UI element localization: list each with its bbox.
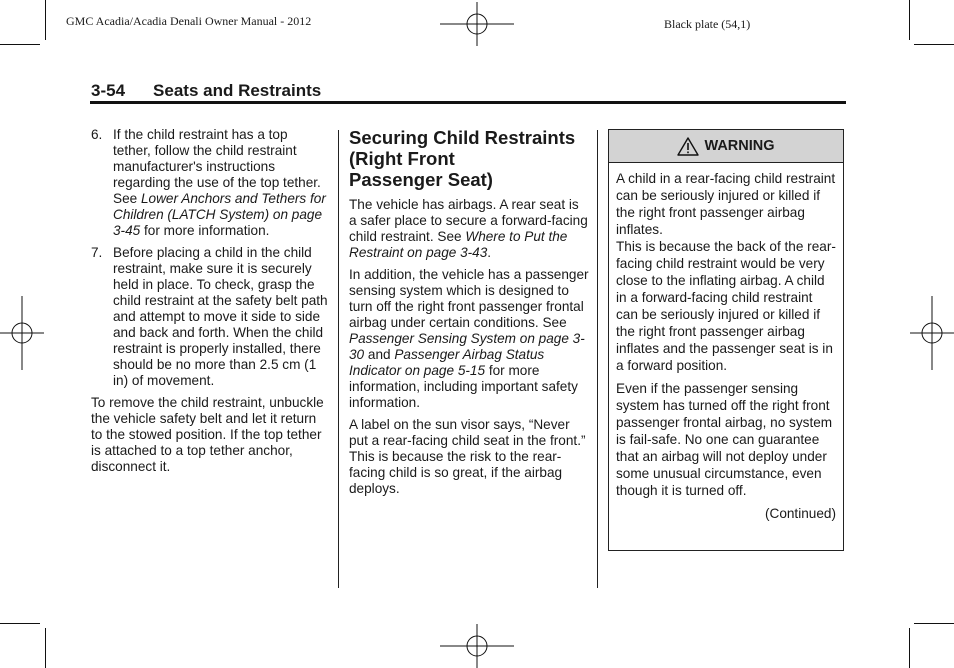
paragraph-text: and <box>364 347 395 362</box>
cross-reference: Where to Put the Restraint on page 3-43 <box>349 229 568 260</box>
crop-mark <box>0 623 40 624</box>
paragraph-text: for more information, including important safety information. <box>349 363 578 410</box>
paragraph: A label on the sun visor says, “Never put a rear-facing child seat in the front.” This is because the risk to the rear-facing child is so great, if the airbag deploys. <box>349 417 586 496</box>
crop-mark <box>914 44 954 45</box>
page-number: 3-54 <box>91 81 126 100</box>
registration-mark-icon <box>440 624 514 668</box>
step-text: If the child restraint has a top tether, follow the child restraint manufacturer's instructions regarding the use of the top tether. See <box>113 127 321 206</box>
warning-body <box>609 163 843 522</box>
column-divider <box>597 130 598 588</box>
crop-mark <box>909 0 910 40</box>
warning-label: WARNING <box>704 138 775 154</box>
registration-mark-icon <box>910 296 954 370</box>
paragraph: To remove the child restraint, unbuckle the vehicle safety belt and let it return to the stowed position. If the top tether is attached to a top tether anchor, disconnect it. <box>91 395 324 474</box>
paragraph-text: This is because the back of the rear-facing child restraint would be very close to the inflating airbag. A child in a forward-facing child restraint can be seriously injured or killed if the right front passenger airbag inflates and the passenger seat is in a forward position. <box>616 239 836 373</box>
warning-triangle-icon <box>677 137 699 156</box>
chapter-heading <box>91 81 321 101</box>
list-item <box>91 127 329 239</box>
paragraph: Even if the passenger sensing system has turned off the right front passenger frontal airbag, no system is fail-safe. No one can guarantee that an airbag will not deploy under some unusual circumstance, even though it is turned off. <box>616 381 833 498</box>
crop-mark <box>914 623 954 624</box>
column-divider <box>338 130 339 588</box>
step-text: Before placing a child in the child restraint, make sure it is securely held in place. To check, grasp the child restraint at the safety belt path and attempt to move it side to side and back and forth. When the child restraint is properly installed, there should be no more than 2.5 cm (1 in) of movement. <box>113 245 328 388</box>
paragraph <box>349 197 589 261</box>
warning-header <box>609 130 843 163</box>
section-title-line: Passenger Seat) <box>349 169 493 190</box>
crop-mark <box>45 0 46 40</box>
continued-label: (Continued) <box>764 506 836 521</box>
paragraph-text: The vehicle has airbags. A rear seat is a safer place to secure a forward-facing child restraint. See <box>349 197 588 244</box>
paragraph-text: A child in a rear-facing child restraint can be seriously injured or killed if the right front passenger airbag inflates. <box>616 171 836 237</box>
paragraph-text: . <box>487 245 492 260</box>
paragraph <box>349 267 589 411</box>
section-title-line: Securing Child Restraints <box>349 127 576 148</box>
crop-mark <box>45 628 46 668</box>
step-number: 6. <box>91 127 103 142</box>
warning-box <box>608 129 844 551</box>
cross-reference: Passenger Airbag Status Indicator on page 5-15 <box>349 347 545 378</box>
chapter-title: Seats and Restraints <box>153 81 322 100</box>
crop-mark <box>909 628 910 668</box>
paragraph-text: In addition, the vehicle has a passenger sensing system which is designed to turn off the right front passenger frontal airbag under certain conditions. See <box>349 267 589 330</box>
list-item <box>91 245 329 389</box>
column-1 <box>91 127 329 481</box>
steps-list <box>91 127 329 389</box>
step-text: for more information. <box>140 223 270 238</box>
cross-reference: Lower Anchors and Tethers for Children (LATCH System) on page 3-45 <box>113 191 326 238</box>
crop-mark <box>0 44 40 45</box>
registration-mark-icon <box>0 296 44 370</box>
section-title-line: (Right Front <box>349 148 455 169</box>
section-title <box>349 127 589 190</box>
step-number: 7. <box>91 245 103 260</box>
heading-rule <box>90 101 846 104</box>
manual-title: GMC Acadia/Acadia Denali Owner Manual - 2012 <box>66 14 312 28</box>
plate-label: Black plate (54,1) <box>664 17 751 31</box>
paragraph <box>616 170 836 374</box>
column-2 <box>349 127 589 503</box>
cross-reference: Passenger Sensing System on page 3-30 <box>349 331 585 362</box>
registration-mark-icon <box>440 2 514 46</box>
